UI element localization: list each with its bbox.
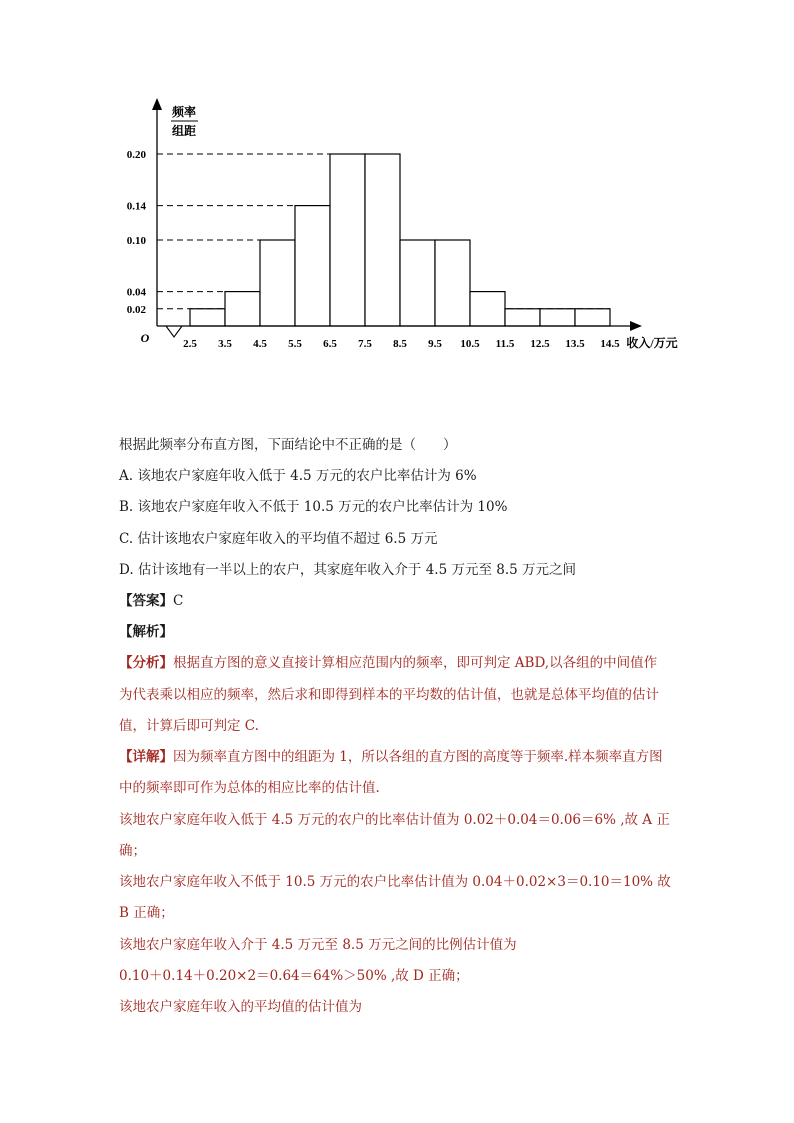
- histogram-chart: [0, 0, 794, 380]
- analysis-text-1: 根据直方图的意义直接计算相应范围内的频率，即可判定 ABD,以各组的中间值作: [173, 655, 658, 671]
- y-tick-label-4: 0.14: [126, 200, 146, 213]
- x-tick-labels: [183, 338, 620, 350]
- detail-label: 【详解】: [119, 749, 173, 765]
- y-tick-labels: [127, 149, 147, 316]
- x-tick-label-1: 2.5: [183, 338, 197, 350]
- analysis-line-1: [119, 654, 657, 672]
- x-tick-label-4: 5.5: [288, 338, 302, 350]
- x-tick-label-6: 7.5: [358, 338, 372, 350]
- x-tick-label-7: 8.5: [393, 338, 407, 350]
- histogram-bar-8: [435, 240, 470, 326]
- x-tick-label-11: 12.5: [530, 338, 550, 350]
- detail-b-line-2: B 正确；: [119, 905, 174, 921]
- option-a: A. 该地农户家庭年收入低于 4.5 万元的农户比率估计为 6%: [119, 468, 477, 484]
- option-c: C. 估计该地农户家庭年收入的平均值不超过 6.5 万元: [119, 531, 438, 547]
- detail-text-1: 因为频率直方图中的组距为 1，所以各组的直方图的高度等于频率.样本频率直方图: [173, 749, 663, 765]
- y-tick-label-5: 0.20: [126, 149, 146, 161]
- x-tick-label-10: 11.5: [495, 338, 515, 350]
- detail-a-line-1: 该地农户家庭年收入低于 4.5 万元的农户的比率估计值为 0.02＋0.04＝0.06＝6% ,故 A 正: [119, 812, 670, 828]
- histogram-bar-6: [365, 154, 400, 326]
- detail-d-line-2: 0.10＋0.14＋0.20×2＝0.64＝64%＞50% ,故 D 正确；: [119, 968, 469, 984]
- histogram-bar-11: [540, 309, 575, 326]
- x-tick-label-9: 10.5: [460, 338, 480, 350]
- detail-line-1: [119, 748, 663, 766]
- histogram-bar-3: [260, 240, 295, 326]
- x-tick-label-12: 13.5: [565, 338, 585, 350]
- y-axis-arrow: [152, 98, 162, 110]
- x-axis-label: 收入/万元: [626, 336, 678, 350]
- x-tick-label-2: 3.5: [218, 338, 232, 350]
- option-d: D. 估计该地有一半以上的农户，其家庭年收入介于 4.5 万元至 8.5 万元之间: [119, 562, 577, 578]
- histogram-bar-4: [295, 206, 330, 326]
- y-axis-label-bottom: 组距: [171, 124, 197, 138]
- histogram-bar-7: [400, 240, 435, 326]
- jiexi-label: 【解析】: [119, 624, 173, 640]
- option-b: B. 该地农户家庭年收入不低于 10.5 万元的农户比率估计为 10%: [119, 499, 508, 515]
- histogram-bar-1: [190, 309, 225, 326]
- origin-label: O: [140, 331, 150, 345]
- histogram-bar-10: [505, 309, 540, 326]
- y-tick-label-1: 0.02: [126, 303, 146, 316]
- answer-line: [119, 592, 183, 610]
- analysis-line-2: 为代表乘以相应的频率，然后求和即得到样本的平均数的估计值，也就是总体平均值的估计: [119, 687, 659, 703]
- answer-label: 【答案】: [119, 593, 173, 609]
- y-tick-label-3: 0.10: [126, 235, 146, 247]
- y-axis-label-top: 频率: [171, 105, 197, 119]
- analysis-label: 【分析】: [119, 655, 173, 671]
- detail-a-line-2: 确；: [119, 843, 146, 859]
- x-axis-arrow: [630, 321, 642, 331]
- histogram-bar-12: [575, 309, 610, 326]
- histogram-bar-9: [470, 292, 505, 326]
- histogram-bar-2: [225, 292, 260, 326]
- x-tick-label-3: 4.5: [253, 338, 267, 350]
- jiexi-line: [119, 623, 173, 641]
- analysis-line-3: 值，计算后即可判定 C.: [119, 718, 259, 734]
- detail-line-2: 中的频率即可作为总体的相应比率的估计值.: [119, 780, 380, 796]
- question-stem: 根据此频率分布直方图，下面结论中不正确的是（ ）: [119, 437, 457, 453]
- x-tick-label-8: 9.5: [428, 338, 442, 350]
- detail-d-line-1: 该地农户家庭年收入介于 4.5 万元至 8.5 万元之间的比例估计值为: [119, 937, 517, 953]
- y-tick-label-2: 0.04: [126, 286, 146, 299]
- answer-value: C: [173, 593, 184, 609]
- histogram-bar-5: [330, 154, 365, 326]
- detail-c-line-1: 该地农户家庭年收入的平均值的估计值为: [119, 999, 362, 1015]
- detail-b-line-1: 该地农户家庭年收入不低于 10.5 万元的农户比率估计值为 0.04＋0.02×3＝0.10＝10% 故: [119, 874, 671, 890]
- x-tick-label-13: 14.5: [600, 338, 620, 350]
- x-tick-label-5: 6.5: [323, 338, 337, 350]
- axis-break-mark: [166, 326, 182, 337]
